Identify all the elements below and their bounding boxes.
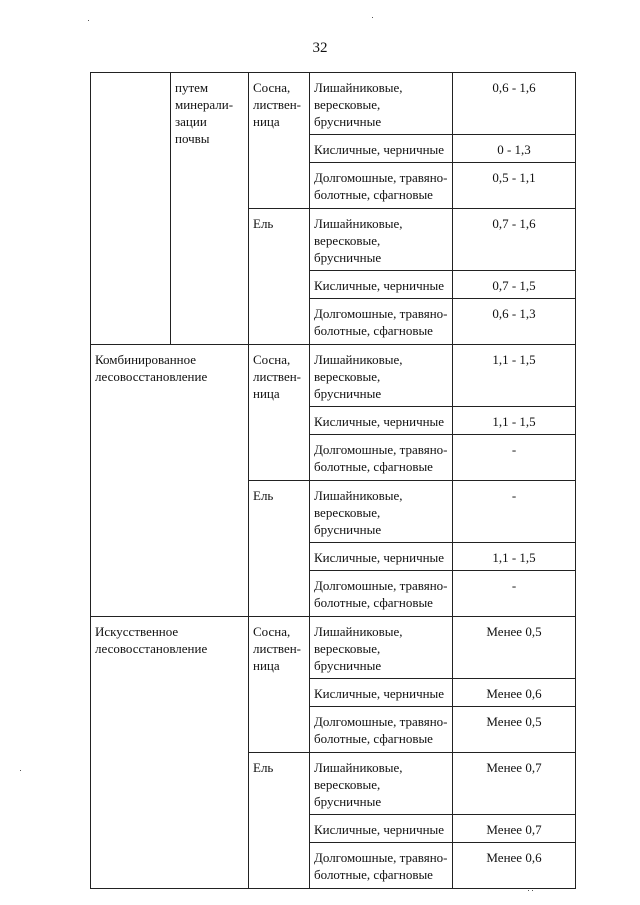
method-cell: Комбинированное лесовосстановление <box>91 345 249 617</box>
value-cell: 0,7 - 1,6 <box>453 209 576 271</box>
value-cell: Менее 0,7 <box>453 815 576 843</box>
forest-type-cell: Кисличные, черничные <box>310 407 453 435</box>
scan-speck <box>20 770 21 771</box>
submethod-cell: путем минерали-зации почвы <box>171 73 249 345</box>
value-cell: Менее 0,6 <box>453 679 576 707</box>
value-cell: 0,5 - 1,1 <box>453 163 576 209</box>
tree-species-cell: Сосна, листвен-ница <box>249 345 310 481</box>
value-cell: 0,6 - 1,6 <box>453 73 576 135</box>
forest-type-cell: Кисличные, черничные <box>310 543 453 571</box>
value-cell: Менее 0,7 <box>453 753 576 815</box>
forest-regeneration-table <box>90 72 576 889</box>
method-cell: Искусственное лесовосстановление <box>91 617 249 889</box>
forest-type-cell: Лишайниковые, вересковые, брусничные <box>310 209 453 271</box>
forest-type-cell: Лишайниковые, вересковые, брусничные <box>310 73 453 135</box>
forest-type-cell: Долгомошные, травяно-болотные, сфагновые <box>310 843 453 889</box>
value-cell: 0,7 - 1,5 <box>453 271 576 299</box>
value-cell: Менее 0,5 <box>453 707 576 753</box>
forest-type-cell: Долгомошные, травяно-болотные, сфагновые <box>310 299 453 345</box>
value-cell: - <box>453 435 576 481</box>
scan-speck <box>532 890 533 891</box>
value-cell: 0,6 - 1,3 <box>453 299 576 345</box>
forest-type-cell: Лишайниковые, вересковые, брусничные <box>310 481 453 543</box>
tree-species-cell: Ель <box>249 209 310 345</box>
forest-type-cell: Долгомошные, травяно-болотные, сфагновые <box>310 435 453 481</box>
forest-type-cell: Кисличные, черничные <box>310 679 453 707</box>
tree-species-cell: Ель <box>249 753 310 889</box>
forest-type-cell: Кисличные, черничные <box>310 815 453 843</box>
forest-type-cell: Долгомошные, травяно-болотные, сфагновые <box>310 571 453 617</box>
value-cell: Менее 0,5 <box>453 617 576 679</box>
scan-speck <box>372 17 373 18</box>
tree-species-cell: Ель <box>249 481 310 617</box>
value-cell: 0 - 1,3 <box>453 135 576 163</box>
value-cell: 1,1 - 1,5 <box>453 543 576 571</box>
forest-type-cell: Кисличные, черничные <box>310 271 453 299</box>
forest-type-cell: Лишайниковые, вересковые, брусничные <box>310 345 453 407</box>
scan-speck <box>528 890 529 891</box>
table-row <box>91 73 576 135</box>
forest-type-cell: Долгомошные, травяно-болотные, сфагновые <box>310 707 453 753</box>
table-row <box>91 345 576 407</box>
method-cell-empty <box>91 73 171 345</box>
value-cell: Менее 0,6 <box>453 843 576 889</box>
tree-species-cell: Сосна, листвен-ница <box>249 73 310 209</box>
value-cell: - <box>453 571 576 617</box>
value-cell: 1,1 - 1,5 <box>453 345 576 407</box>
scan-speck <box>88 20 89 21</box>
tree-species-cell: Сосна, листвен-ница <box>249 617 310 753</box>
table-row <box>91 617 576 679</box>
forest-type-cell: Кисличные, черничные <box>310 135 453 163</box>
forest-type-cell: Лишайниковые, вересковые, брусничные <box>310 753 453 815</box>
page-number: 32 <box>312 40 328 56</box>
value-cell: - <box>453 481 576 543</box>
forest-type-cell: Лишайниковые, вересковые, брусничные <box>310 617 453 679</box>
forest-type-cell: Долгомошные, травяно-болотные, сфагновые <box>310 163 453 209</box>
value-cell: 1,1 - 1,5 <box>453 407 576 435</box>
